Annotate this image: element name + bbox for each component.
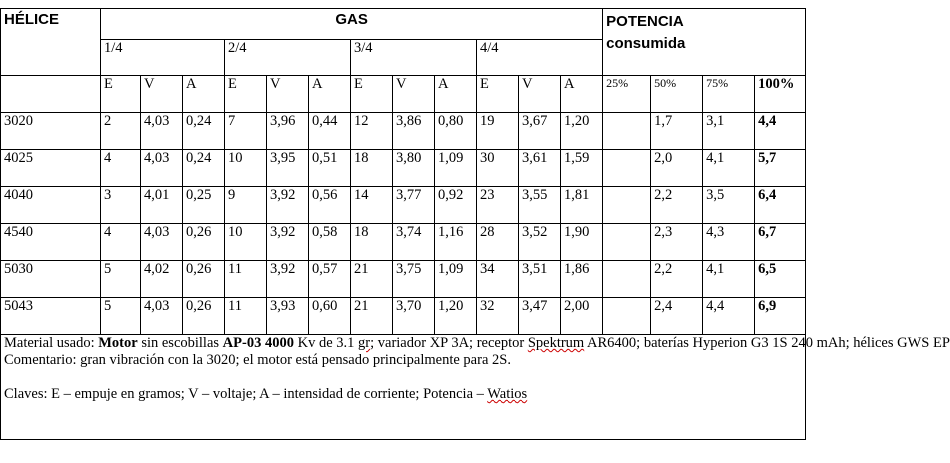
intensidad-cell: 1,81 — [561, 187, 603, 224]
table-row — [1, 298, 806, 335]
voltaje-cell: 4,03 — [141, 113, 183, 150]
intensidad-cell: 0,26 — [183, 224, 225, 261]
helice-cell: 4025 — [1, 150, 101, 187]
table-row — [1, 261, 806, 298]
voltaje-cell: 3,96 — [267, 113, 309, 150]
helice-header: HÉLICE — [1, 9, 101, 76]
data-rows — [1, 113, 806, 335]
intensidad-cell: 0,25 — [183, 187, 225, 224]
intensidad-cell: 1,20 — [561, 113, 603, 150]
empuje-cell: 11 — [225, 298, 267, 335]
empuje-cell: 10 — [225, 224, 267, 261]
claves-prefix: Claves: E – empuje en gramos; V – voltaje; A – intensidad de corriente; Potencia – — [4, 386, 488, 402]
intensidad-cell: 0,26 — [183, 261, 225, 298]
potencia-25-cell — [603, 150, 651, 187]
gas-header: GAS — [101, 9, 603, 40]
empuje-cell: 21 — [351, 298, 393, 335]
intensidad-cell: 1,20 — [435, 298, 477, 335]
material-variador: ; variador XP 3A; receptor — [370, 335, 528, 351]
helice-subheader-empty — [1, 76, 101, 113]
voltaje-cell: 3,61 — [519, 150, 561, 187]
claves-line — [4, 386, 802, 403]
voltaje-cell: 3,95 — [267, 150, 309, 187]
voltaje-cell: 4,03 — [141, 298, 183, 335]
empuje-cell: 11 — [225, 261, 267, 298]
intensidad-cell: 1,90 — [561, 224, 603, 261]
voltaje-cell: 4,02 — [141, 261, 183, 298]
empuje-cell: 7 — [225, 113, 267, 150]
intensidad-cell: 1,16 — [435, 224, 477, 261]
col-label-v: V — [141, 76, 183, 113]
empuje-cell: 23 — [477, 187, 519, 224]
gas-fraction-cell: 2/4 — [225, 40, 351, 76]
table-row — [1, 113, 806, 150]
potencia-25-cell — [603, 113, 651, 150]
voltaje-cell: 3,74 — [393, 224, 435, 261]
potencia-75-cell: 3,1 — [703, 113, 755, 150]
voltaje-cell: 3,92 — [267, 224, 309, 261]
gas-fraction-cell: 1/4 — [101, 40, 225, 76]
potencia-50-cell: 2,2 — [651, 187, 703, 224]
empuje-cell: 21 — [351, 261, 393, 298]
intensidad-cell: 0,24 — [183, 150, 225, 187]
pct-50-label: 50% — [651, 76, 703, 113]
notes-cell — [1, 335, 950, 440]
empuje-cell: 28 — [477, 224, 519, 261]
intensidad-cell: 0,51 — [309, 150, 351, 187]
potencia-50-cell: 1,7 — [651, 113, 703, 150]
empuje-cell: 5 — [101, 261, 141, 298]
voltaje-cell: 4,03 — [141, 224, 183, 261]
col-label-v: V — [519, 76, 561, 113]
empuje-cell: 9 — [225, 187, 267, 224]
potencia-25-cell — [603, 187, 651, 224]
voltaje-cell: 4,01 — [141, 187, 183, 224]
spektrum-text: Spektrum — [527, 335, 585, 351]
material-prefix: Material usado: — [4, 335, 99, 351]
intensidad-cell: 0,26 — [183, 298, 225, 335]
helice-cell: 5043 — [1, 298, 101, 335]
material-rest: AR6400; baterías Hyperion G3 1S 240 mAh; hélices GWS EP — [584, 335, 950, 351]
empuje-cell: 18 — [351, 224, 393, 261]
potencia-75-cell: 4,1 — [703, 261, 755, 298]
voltaje-cell: 3,80 — [393, 150, 435, 187]
voltaje-cell: 3,52 — [519, 224, 561, 261]
voltaje-cell: 3,75 — [393, 261, 435, 298]
comentario-line: Comentario: gran vibración con la 3020; el motor está pensado principalmente para 2S. — [4, 352, 511, 368]
voltaje-cell: 3,51 — [519, 261, 561, 298]
potencia-75-cell: 4,4 — [703, 298, 755, 335]
table-row — [1, 224, 806, 261]
col-label-a: A — [309, 76, 351, 113]
empuje-cell: 34 — [477, 261, 519, 298]
voltaje-cell: 3,47 — [519, 298, 561, 335]
motor-label: Motor — [98, 335, 138, 351]
spacer — [4, 369, 802, 386]
empuje-cell: 10 — [225, 150, 267, 187]
potencia-75-cell: 3,5 — [703, 187, 755, 224]
intensidad-cell: 1,09 — [435, 261, 477, 298]
col-label-a: A — [183, 76, 225, 113]
intensidad-cell: 0,60 — [309, 298, 351, 335]
gr-text: gr — [358, 335, 371, 351]
voltaje-cell: 3,55 — [519, 187, 561, 224]
col-label-e: E — [101, 76, 141, 113]
intensidad-cell: 0,80 — [435, 113, 477, 150]
intensidad-cell: 0,56 — [309, 187, 351, 224]
empuje-cell: 18 — [351, 150, 393, 187]
voltaje-cell: 3,70 — [393, 298, 435, 335]
pct-75-label: 75% — [703, 76, 755, 113]
helice-cell: 3020 — [1, 113, 101, 150]
potencia-100-cell: 5,7 — [755, 150, 806, 187]
col-label-e: E — [225, 76, 267, 113]
subheader-row — [1, 76, 806, 113]
potencia-100-cell: 6,9 — [755, 298, 806, 335]
intensidad-cell: 0,57 — [309, 261, 351, 298]
voltaje-cell: 3,92 — [267, 261, 309, 298]
voltaje-cell: 3,77 — [393, 187, 435, 224]
voltaje-cell: 3,86 — [393, 113, 435, 150]
intensidad-cell: 0,92 — [435, 187, 477, 224]
potencia-25-cell — [603, 298, 651, 335]
empuje-cell: 12 — [351, 113, 393, 150]
col-label-v: V — [393, 76, 435, 113]
material-kv: Kv de 3.1 — [293, 335, 359, 351]
empuje-cell: 3 — [101, 187, 141, 224]
potencia-100-cell: 6,4 — [755, 187, 806, 224]
potencia-header — [603, 9, 806, 76]
watios-text: Watios — [487, 386, 528, 402]
intensidad-cell: 0,58 — [309, 224, 351, 261]
potencia-25-cell — [603, 224, 651, 261]
potencia-75-cell: 4,1 — [703, 150, 755, 187]
col-label-a: A — [435, 76, 477, 113]
empuje-cell: 4 — [101, 150, 141, 187]
table-row — [1, 187, 806, 224]
pct-100-label: 100% — [755, 76, 806, 113]
empuje-cell: 14 — [351, 187, 393, 224]
potencia-75-cell: 4,3 — [703, 224, 755, 261]
material-line — [4, 335, 950, 352]
col-label-v: V — [267, 76, 309, 113]
col-label-a: A — [561, 76, 603, 113]
gas-fraction-cell: 4/4 — [477, 40, 603, 76]
notes-row — [1, 335, 806, 440]
table-row — [1, 150, 806, 187]
results-table-wrapper — [0, 8, 950, 440]
helice-cell: 4540 — [1, 224, 101, 261]
empuje-cell: 4 — [101, 224, 141, 261]
voltaje-cell: 4,03 — [141, 150, 183, 187]
voltaje-cell: 3,67 — [519, 113, 561, 150]
header-row-top — [1, 9, 806, 40]
motor-model: AP-03 4000 — [222, 335, 294, 351]
gas-fraction-cell: 3/4 — [351, 40, 477, 76]
potencia-25-cell — [603, 261, 651, 298]
intensidad-cell: 0,24 — [183, 113, 225, 150]
empuje-cell: 19 — [477, 113, 519, 150]
empuje-cell: 5 — [101, 298, 141, 335]
empuje-cell: 30 — [477, 150, 519, 187]
potencia-100-cell: 6,7 — [755, 224, 806, 261]
potencia-subtitle: consumida — [606, 35, 686, 52]
empuje-cell: 32 — [477, 298, 519, 335]
voltaje-cell: 3,92 — [267, 187, 309, 224]
voltaje-cell: 3,93 — [267, 298, 309, 335]
intensidad-cell: 2,00 — [561, 298, 603, 335]
potencia-100-cell: 6,5 — [755, 261, 806, 298]
propeller-test-table — [0, 8, 950, 440]
potencia-title: POTENCIA — [606, 13, 684, 30]
helice-cell: 4040 — [1, 187, 101, 224]
pct-25-label: 25% — [603, 76, 651, 113]
intensidad-cell: 1,09 — [435, 150, 477, 187]
col-label-e: E — [477, 76, 519, 113]
empuje-cell: 2 — [101, 113, 141, 150]
potencia-50-cell: 2,2 — [651, 261, 703, 298]
potencia-50-cell: 2,4 — [651, 298, 703, 335]
col-label-e: E — [351, 76, 393, 113]
potencia-50-cell: 2,3 — [651, 224, 703, 261]
intensidad-cell: 1,59 — [561, 150, 603, 187]
helice-cell: 5030 — [1, 261, 101, 298]
material-mid: sin escobillas — [137, 335, 223, 351]
intensidad-cell: 0,44 — [309, 113, 351, 150]
potencia-100-cell: 4,4 — [755, 113, 806, 150]
potencia-50-cell: 2,0 — [651, 150, 703, 187]
intensidad-cell: 1,86 — [561, 261, 603, 298]
